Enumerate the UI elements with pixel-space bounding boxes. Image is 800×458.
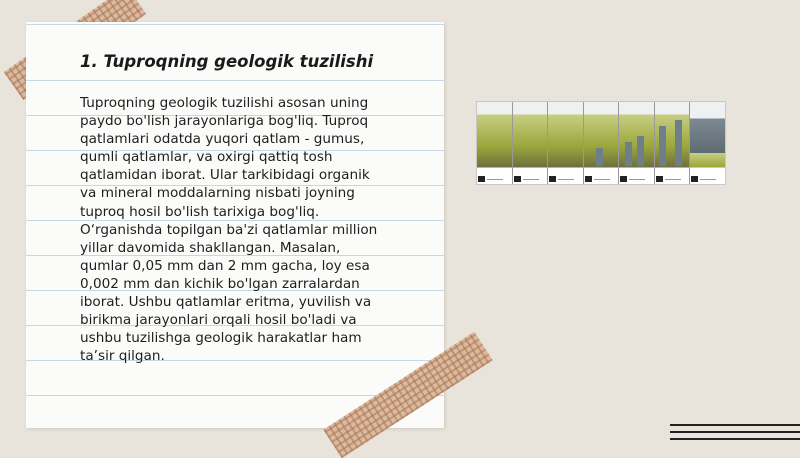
stage-panel-6	[655, 102, 691, 184]
panel-number-icon	[656, 176, 663, 182]
decorative-line	[670, 431, 800, 433]
panel-number-icon	[514, 176, 521, 182]
panel-number-icon	[585, 176, 592, 182]
panel-caption-line	[665, 179, 681, 180]
decorative-line	[670, 438, 800, 440]
panel-caption-line	[594, 179, 610, 180]
panel-number-icon	[620, 176, 627, 182]
building-icon	[596, 148, 603, 166]
decorative-lines	[670, 424, 800, 444]
stage-panel-3	[548, 102, 584, 184]
slide-body-text: Tuproqning geologik tuzilishi asosan uning paydo bo'lish jarayonlariga bog'liq. Tuproq qatlamlari odatda yuqori qatlam - gumus, qumli qatlamlar, va oxirgi qattiq tosh qatlamidan iborat. Ular tarkibidagi organik va mineral moddalarning nisbati joyning tuproq hosil bo'lish tarixiga bog'liq. O‘rganishda topilgan ba'zi qatlamlar million yillar davomida shakllangan. Masalan, qumlar 0,05 mm dan 2 mm gacha, loy esa 0,002 mm dan kichik bo'lgan zarralardan iborat. Ushbu qatlamlar eritma, yuvilish va birikma jarayonlari orqali hosil bo'ladi va ushbu tuzilishga geologik harakatlar ham ta’sir qilgan.	[80, 95, 378, 365]
panel-number-icon	[691, 176, 698, 182]
slide-title: 1. Tuproqning geologik tuzilishi	[80, 52, 374, 71]
building-icon	[625, 142, 632, 166]
panel-caption-line	[700, 179, 716, 180]
panel-number-icon	[478, 176, 485, 182]
decorative-line	[670, 424, 800, 426]
building-icon	[659, 126, 666, 166]
panel-caption-line	[523, 179, 539, 180]
stage-panel-1	[477, 102, 513, 184]
panel-number-icon	[549, 176, 556, 182]
building-icon	[675, 120, 682, 166]
panel-caption-line	[558, 179, 574, 180]
building-icon	[637, 136, 644, 166]
stage-panel-2	[513, 102, 549, 184]
panel-caption-line	[487, 179, 503, 180]
panel-caption-line	[629, 179, 645, 180]
stage-panel-4	[584, 102, 620, 184]
stage-panel-5	[619, 102, 655, 184]
soil-stages-illustration	[476, 101, 726, 185]
stage-panel-7	[690, 102, 725, 184]
